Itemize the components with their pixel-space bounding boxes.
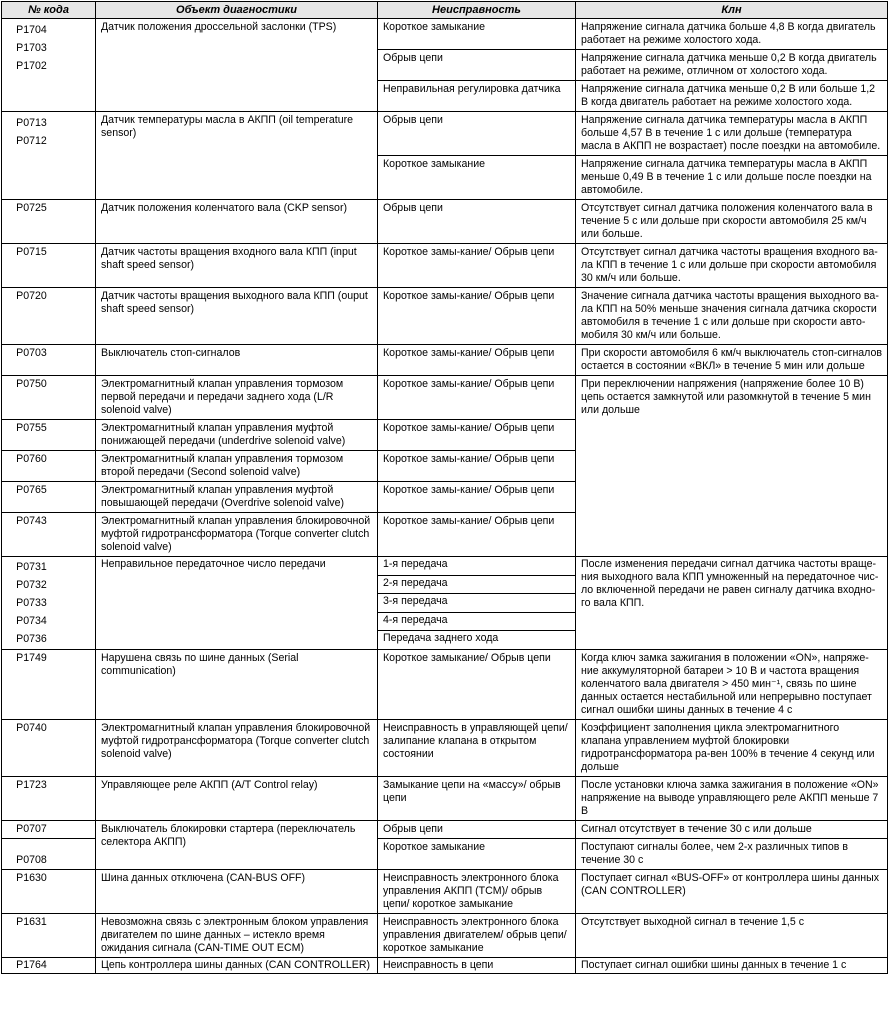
table-row (2, 821, 888, 839)
object-cell: Выключатель стоп-сигналов (96, 345, 378, 376)
code-cell: P0720 (2, 288, 96, 345)
fault-cell: Неисправность в управляющей цепи/ залипание клапана в открытом состоянии (378, 720, 576, 777)
fault-cell: Обрыв цепи (378, 821, 576, 839)
fault-cell: Короткое замыкание (378, 156, 576, 200)
object-cell: Электромагнитный клапан управления тормозом первой передачи и передачи заднего хода (L/R solenoid valve) (96, 376, 378, 420)
condition-cell: Отсутствует сигнал датчика положения коленчатого вала в течение 5 с или дольше при скорости автомобиля 25 км/ч или больше. (576, 200, 888, 244)
code: P0731 (16, 561, 47, 573)
table-row (2, 288, 888, 345)
condition-cell: Отсутствует выходной сигнал в течение 1,5 с (576, 914, 888, 958)
table-row (2, 557, 888, 576)
condition-cell: Поступает сигнал ошибки шины данных в течение 1 с (576, 958, 888, 974)
object-cell: Датчик положения коленчатого вала (CKP sensor) (96, 200, 378, 244)
table-row (2, 19, 888, 50)
object-cell: Электромагнитный клапан управления муфтой повышающей передачи (Overdrive solenoid valve) (96, 482, 378, 513)
fault-cell: Передача заднего хода (378, 631, 576, 650)
fault-cell: Неисправность электронного блока управления АКПП (TCM)/ обрыв цепи/ короткое замыкание (378, 870, 576, 914)
fault-cell: 3-я передача (378, 594, 576, 613)
diagnostic-codes-table (1, 1, 888, 974)
fault-cell: Замыкание цепи на «массу»/ обрыв цепи (378, 777, 576, 821)
code: P0736 (16, 633, 47, 645)
object-cell: Электромагнитный клапан управления блокировочной муфтой гидротрансформатора (Torque converter clutch solenoid valve) (96, 513, 378, 557)
object-cell: Электромагнитный клапан управления муфтой понижающей передачи (underdrive solenoid valve) (96, 420, 378, 451)
object-cell: Шина данных отключена (CAN-BUS OFF) (96, 870, 378, 914)
fault-cell: Неисправность электронного блока управления двигателем/ обрыв цепи/ короткое замыкание (378, 914, 576, 958)
fault-cell: Короткое замы-кание/ Обрыв цепи (378, 376, 576, 420)
code-cell: P0715 (2, 244, 96, 288)
code-cell (2, 557, 96, 650)
fault-cell: Короткое замы-кание/ Обрыв цепи (378, 513, 576, 557)
header-object: Объект диагностики (96, 2, 378, 19)
code: P0713 (16, 117, 47, 129)
code-cell: P0765 (2, 482, 96, 513)
condition-cell: Когда ключ замка зажигания в положении «ON», напряже-ние аккумуляторной батареи > 10 В и частота вращения коленчатого вала двигателя > 450 мин⁻¹, связь по шине данных остается нестабильной или непрерывно поступает сигнал ошибки шины данных в течение 4 с (576, 650, 888, 720)
fault-cell: Обрыв цепи (378, 50, 576, 81)
code-cell: P1749 (2, 650, 96, 720)
fault-cell: Обрыв цепи (378, 200, 576, 244)
table-row (2, 244, 888, 288)
table-row (2, 200, 888, 244)
table-row (2, 914, 888, 958)
header-condition: Клн (576, 2, 888, 19)
fault-cell: 1-я передача (378, 557, 576, 576)
object-cell: Электромагнитный клапан управления блокировочной муфтой гидротрансформатора (Torque converter clutch solenoid valve) (96, 720, 378, 777)
condition-cell: Поступают сигналы более, чем 2-х различных типов в течение 30 с (576, 839, 888, 870)
code-cell: P0743 (2, 513, 96, 557)
code-cell: P1723 (2, 777, 96, 821)
condition-cell: Сигнал отсутствует в течение 30 с или дольше (576, 821, 888, 839)
condition-cell: Напряжение сигнала датчика меньше 0,2 В или больше 1,2 В когда двигатель работает на режиме холостого хода. (576, 81, 888, 112)
code: P0732 (16, 579, 47, 591)
code: P1703 (16, 42, 47, 54)
code-cell: P1630 (2, 870, 96, 914)
condition-cell: При скорости автомобиля 6 км/ч выключатель стоп-сигналов остается в состоянии «ВКЛ» в течение 5 мин или дольше (576, 345, 888, 376)
condition-cell: После изменения передачи сигнал датчика частоты враще-ния выходного вала КПП умноженный на передаточное чис-ло включенной передачи не равен сигналу датчика входно-го вала КПП. (576, 557, 888, 650)
fault-cell: 4-я передача (378, 612, 576, 631)
fault-cell: Короткое замы-кание/ Обрыв цепи (378, 244, 576, 288)
object-cell: Нарушена связь по шине данных (Serial communication) (96, 650, 378, 720)
object-cell: Управляющее реле АКПП (A/T Control relay) (96, 777, 378, 821)
table-row (2, 376, 888, 420)
table-row (2, 112, 888, 156)
code-cell: P0755 (2, 420, 96, 451)
code-cell: P0750 (2, 376, 96, 420)
fault-cell: 2-я передача (378, 575, 576, 594)
condition-cell: После установки ключа замка зажигания в положение «ON» напряжение на выводе управляющего реле АКПП меньше 7 В (576, 777, 888, 821)
condition-cell: Напряжение сигнала датчика больше 4,8 В когда двигатель работает на режиме холостого хода. (576, 19, 888, 50)
table-row (2, 345, 888, 376)
fault-cell: Короткое замыкание (378, 839, 576, 870)
condition-cell: Напряжение сигнала датчика меньше 0,2 В когда двигатель работает на режиме, отличном от холостого хода. (576, 50, 888, 81)
condition-cell: Поступает сигнал «BUS-OFF» от контроллера шины данных (CAN CONTROLLER) (576, 870, 888, 914)
table-row (2, 720, 888, 777)
table-header-row (2, 2, 888, 19)
code: P1704 (16, 24, 47, 36)
fault-cell: Обрыв цепи (378, 112, 576, 156)
condition-cell: Значение сигнала датчика частоты вращения выходного ва-ла КПП на 50% меньше значения сигнала датчика скорости автомобиля в течение 1 с или дольше при скорости авто-мобиля 30 км/ч или больше. (576, 288, 888, 345)
fault-cell: Короткое замыкание (378, 19, 576, 50)
header-fault: Неисправность (378, 2, 576, 19)
condition-cell: Отсутствует сигнал датчика частоты вращения входного ва-ла КПП в течение 1 с или дольше при скорости автомобиля 30 км/ч или больше. (576, 244, 888, 288)
fault-cell: Короткое замы-кание/ Обрыв цепи (378, 345, 576, 376)
object-cell: Датчик положения дроссельной заслонки (TPS) (96, 19, 378, 112)
code: P0734 (16, 615, 47, 627)
table-row (2, 650, 888, 720)
object-cell: Датчик частоты вращения входного вала КПП (input shaft speed sensor) (96, 244, 378, 288)
header-code: № кода (2, 2, 96, 19)
condition-cell: Коэффициент заполнения цикла электромагнитного клапана управлением муфтой блокировки гидротрансформатора ра-вен 100% в течение 4 секунд или дольше (576, 720, 888, 777)
fault-cell: Короткое замы-кание/ Обрыв цепи (378, 420, 576, 451)
code-cell: P0760 (2, 451, 96, 482)
fault-cell: Короткое замы-кание/ Обрыв цепи (378, 451, 576, 482)
fault-cell: Короткое замыкание/ Обрыв цепи (378, 650, 576, 720)
table-row (2, 777, 888, 821)
fault-cell: Неправильная регулировка датчика (378, 81, 576, 112)
code: P0733 (16, 597, 47, 609)
code-cell: P0708 (2, 839, 96, 870)
code-cell: P0707 (2, 821, 96, 839)
code-cell: P0740 (2, 720, 96, 777)
object-cell: Выключатель блокировки стартера (переключатель селектора АКПП) (96, 821, 378, 870)
fault-cell: Неисправность в цепи (378, 958, 576, 974)
object-cell: Датчик температуры масла в АКПП (oil temperature sensor) (96, 112, 378, 200)
code-cell: P1764 (2, 958, 96, 974)
fault-cell: Короткое замы-кание/ Обрыв цепи (378, 482, 576, 513)
table-row (2, 958, 888, 974)
condition-cell: При переключении напряжения (напряжение более 10 В) цепь остается замкнутой или разомкнутой в течение 5 мин или дольше (576, 376, 888, 557)
code: P1702 (16, 60, 47, 72)
code-cell (2, 19, 96, 112)
object-cell: Электромагнитный клапан управления тормозом второй передачи (Second solenoid valve) (96, 451, 378, 482)
object-cell: Неправильное передаточное число передачи (96, 557, 378, 650)
code-cell: P0725 (2, 200, 96, 244)
object-cell: Невозможна связь с электронным блоком управления двигателем по шине данных – истекло время ожидания сигнала (CAN-TIME OUT ECM) (96, 914, 378, 958)
table-row (2, 870, 888, 914)
code: P0712 (16, 135, 47, 147)
code-cell: P0703 (2, 345, 96, 376)
code-cell (2, 112, 96, 200)
fault-cell: Короткое замы-кание/ Обрыв цепи (378, 288, 576, 345)
condition-cell: Напряжение сигнала датчика температуры масла в АКПП меньше 0,49 В в течение 1 с или дольше после поездки на автомобиле. (576, 156, 888, 200)
object-cell: Цепь контроллера шины данных (CAN CONTROLLER) (96, 958, 378, 974)
object-cell: Датчик частоты вращения выходного вала КПП (ouput shaft speed sensor) (96, 288, 378, 345)
condition-cell: Напряжение сигнала датчика температуры масла в АКПП больше 4,57 В в течение 1 с или дольше (температура масла в АКПП не возрастает) после поездки на автомобиле. (576, 112, 888, 156)
code-cell: P1631 (2, 914, 96, 958)
